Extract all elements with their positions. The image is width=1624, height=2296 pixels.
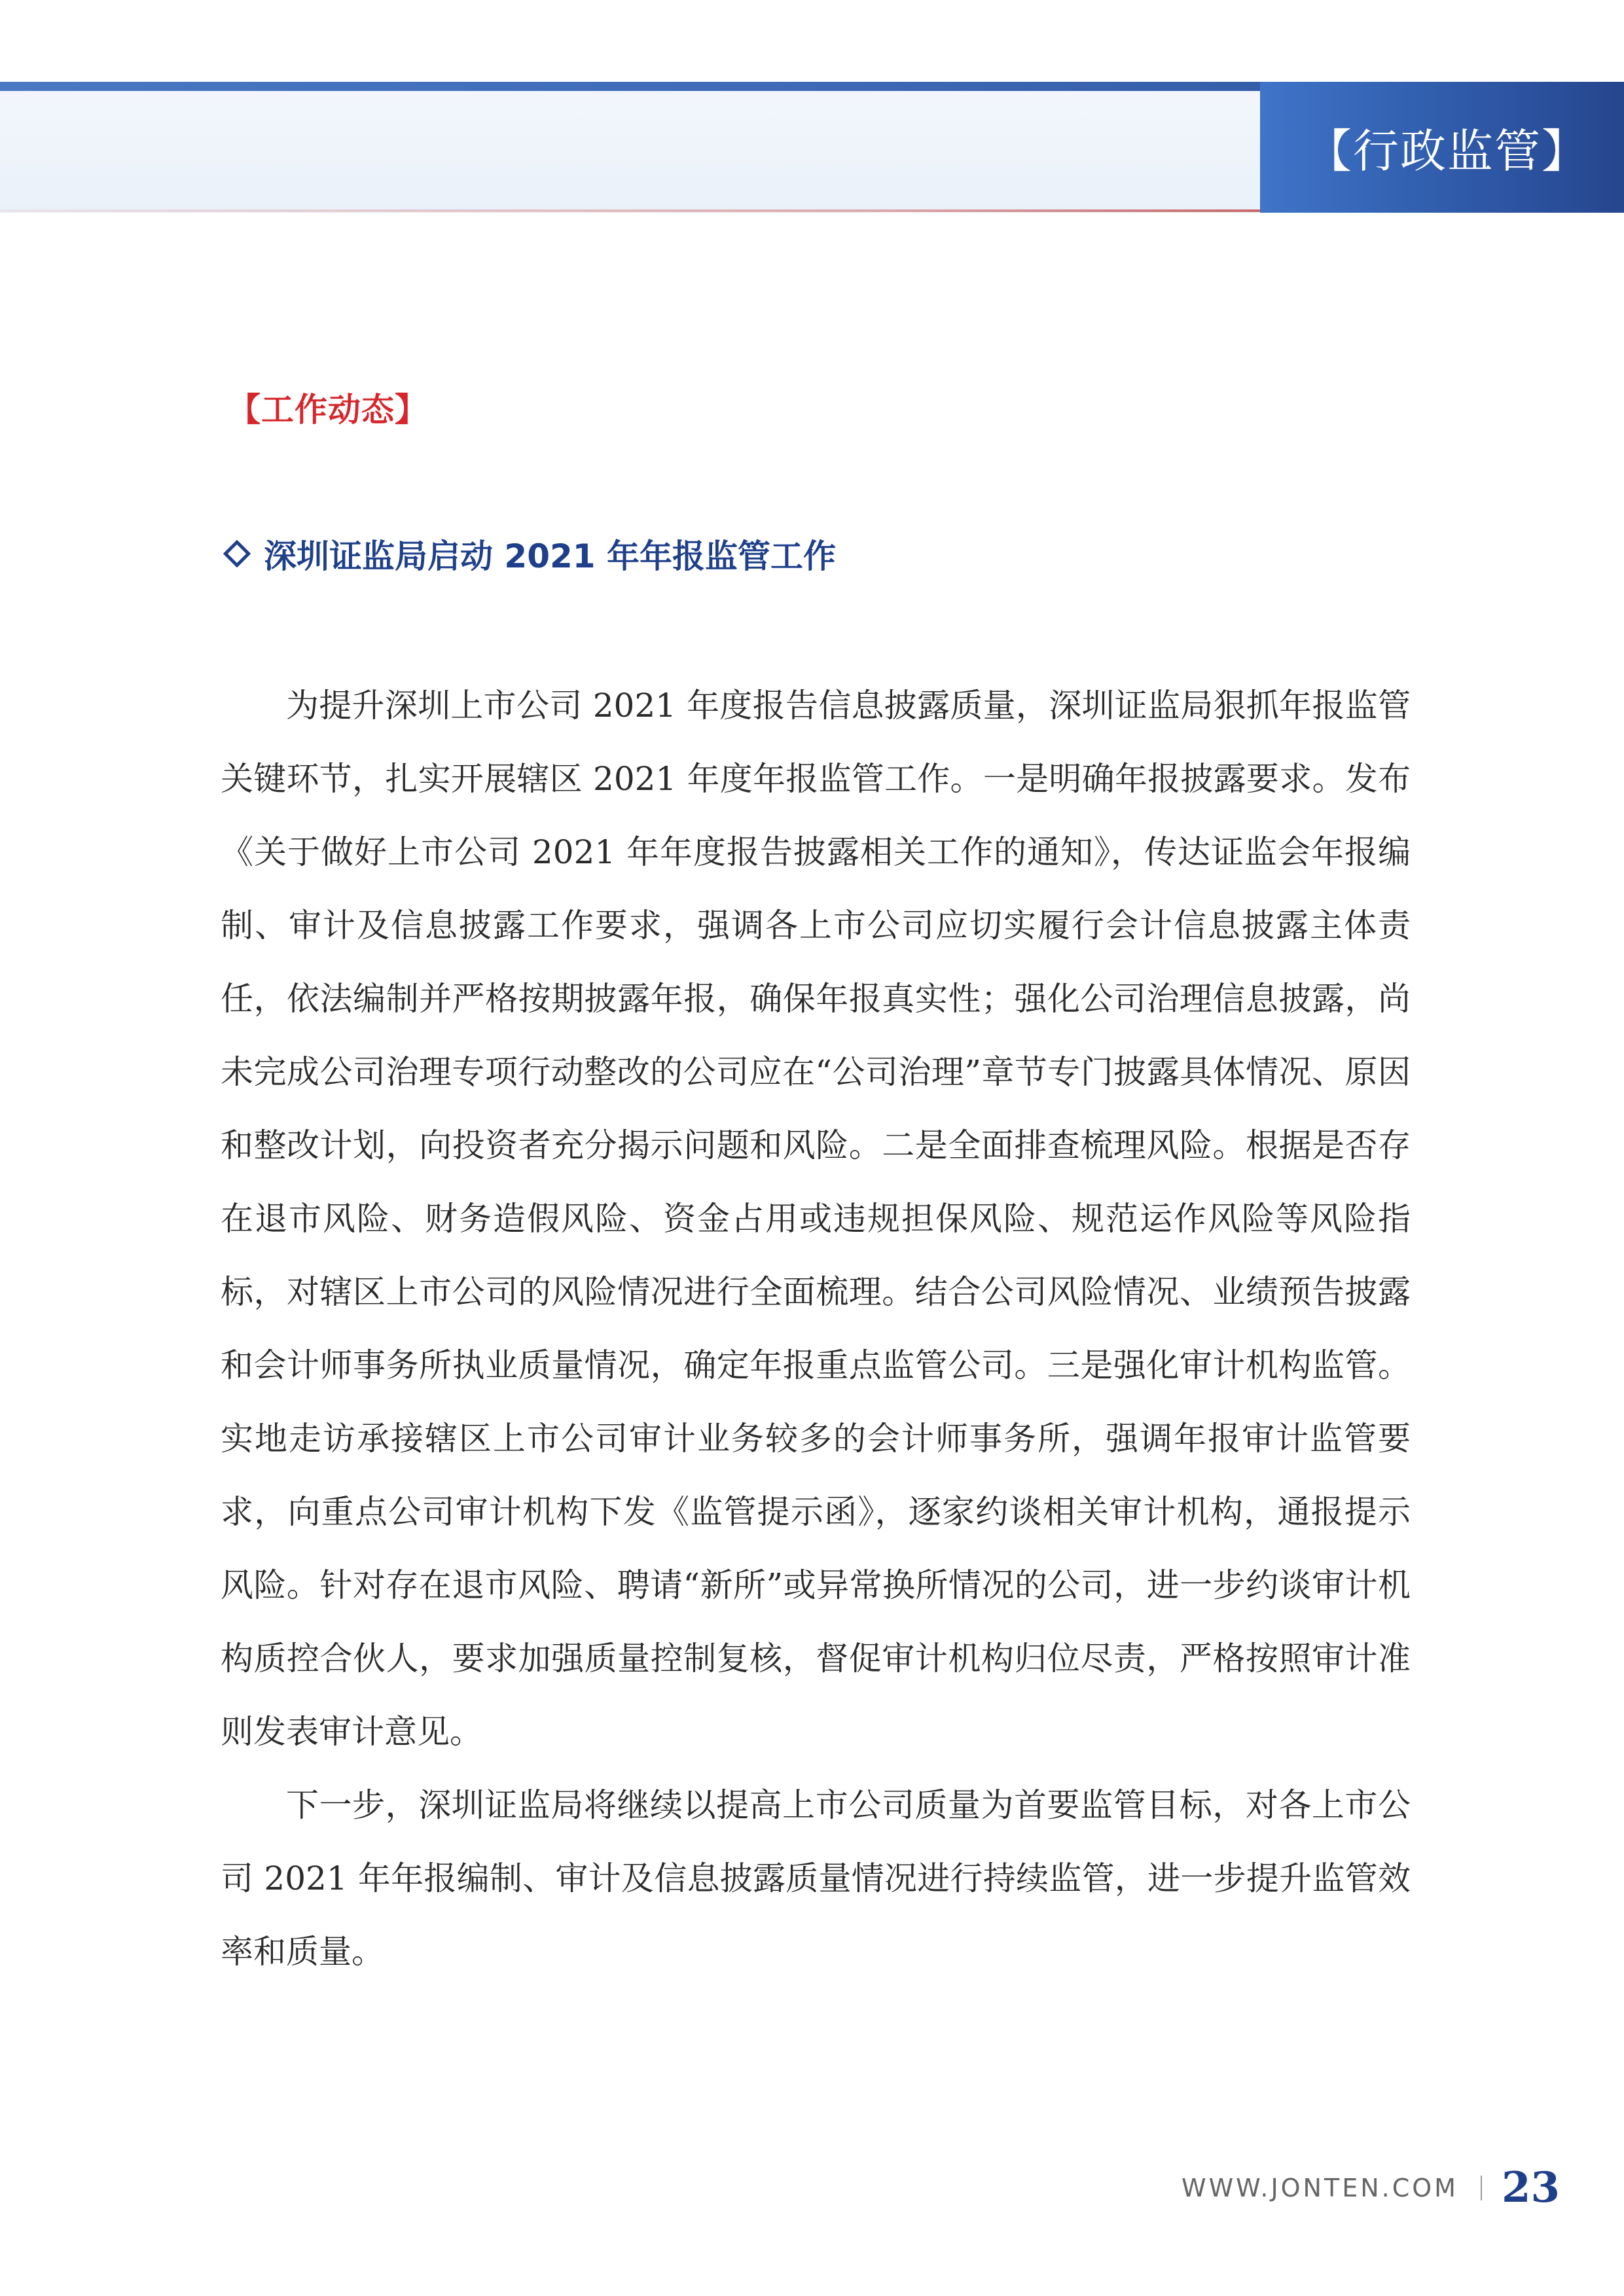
header-bottom-rule (0, 209, 1263, 212)
header-top-rule (0, 82, 1263, 91)
page-number: 23 (1501, 2163, 1560, 2212)
article-title (219, 530, 836, 577)
paragraph: 下一步，深圳证监局将继续以提高上市公司质量为首要监管目标，对各上市公司 2021 年年报编制、审计及信息披露质量情况进行持续监管，进一步提升监管效率和质量。 (221, 1786, 1411, 1971)
section-heading: 【工作动态】 (228, 391, 428, 429)
paragraph: 为提升深圳上市公司 2021 年度报告信息披露质量，深圳证监局狠抓年报监管关键环节，扎实开展辖区 2021 年度年报监管工作。一是明确年报披露要求。发布《关于做好上市公司 2021 年年度报告披露相关工作的通知》，传达证监会年报编制、审计及信息披露工作要求，强调各上市公司应切实履行会计信息披露主体责任，依法编制并严格按期披露年报，确保年报真实性；强化公司治理信息披露，尚未完成公司治理专项行动整改的公司应在“公司治理”章节专门披露具体情况、原因和整改计划，向投资者充分揭示问题和风险。二是全面排查梳理风险。根据是否存在退市风险、财务造假风险、资金占用或违规担保风险、规范运作风险等风险指标，对辖区上市公司的风险情况进行全面梳理。结合公司风险情况、业绩预告披露和会计师事务所执业质量情况，确定年报重点监管公司。三是强化审计机构监管。实地走访承接辖区上市公司审计业务较多的会计师事务所，强调年报审计监管要求，向重点公司审计机构下发《监管提示函》，逐家约谈相关审计机构，通报提示风险。针对存在退市风险、聘请“新所”或异常换所情况的公司，进一步约谈审计机构质控合伙人，要求加强质量控制复核，督促审计机构归位尽责，严格按照审计准则发表审计意见。 (221, 687, 1411, 1751)
diamond-icon (223, 540, 251, 567)
page-footer (1182, 2163, 1560, 2212)
article-body (221, 669, 1411, 1988)
category-tab (1260, 82, 1624, 213)
footer-divider (1481, 2176, 1482, 2200)
article-title-text: 深圳证监局启动 2021 年年报监管工作 (264, 537, 836, 575)
category-label: 【行政监管】 (1306, 124, 1589, 178)
header-band (0, 82, 1263, 213)
website-url: WWW.JONTEN.COM (1182, 2173, 1458, 2202)
